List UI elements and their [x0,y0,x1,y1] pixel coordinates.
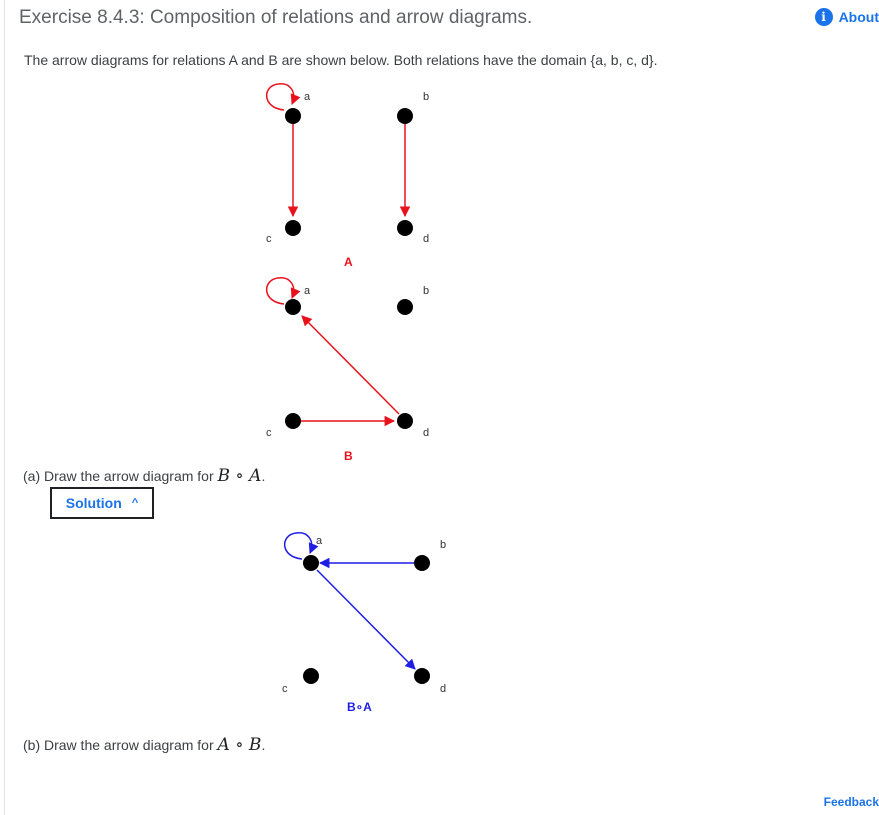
node-c [285,220,301,236]
node-a [303,555,319,571]
part-b-math: A ∘ B [217,735,262,755]
node-a [285,299,301,315]
part-a-text: (a) Draw the arrow diagram for [23,468,218,484]
node-d [397,413,413,429]
about-label: About [838,9,879,25]
node-b-label: b [440,539,447,551]
node-a-label: a [304,285,311,297]
arrow-a-to-a-loop [267,84,294,110]
part-b-prompt [23,735,265,755]
caption-b: B [344,449,353,463]
node-c [303,668,319,684]
node-d-label: d [423,233,430,245]
part-b-text: (b) Draw the arrow diagram for [23,737,218,753]
intro-text: The arrow diagrams for relations A and B are shown below. Both relations have the domain {a, b, c, d}. [24,52,658,68]
node-d [414,668,430,684]
node-b-label: b [423,91,430,103]
node-a-label: a [316,535,323,547]
solution-label: Solution [65,495,122,511]
node-b [397,299,413,315]
caption-composition: B∘A [347,700,372,714]
node-d-label: d [423,427,430,439]
node-a-label: a [304,91,311,103]
node-d-label: d [440,683,447,695]
part-a-prompt [23,466,265,486]
part-b-suffix: . [261,737,266,753]
part-a-math: B ∘ A [217,466,262,486]
node-d [397,220,413,236]
node-c-label: c [266,427,272,439]
node-a [285,108,301,124]
node-b [397,108,413,124]
page-title: Exercise 8.4.3: Composition of relations and arrow diagrams. [19,7,533,28]
node-b-label: b [423,285,430,297]
node-c-label: c [266,233,272,245]
arrow-a-to-a-loop [285,533,312,559]
feedback-link[interactable]: Feedback [823,795,879,809]
diagram-relation-a [266,84,429,269]
diagram-relation-b [266,278,429,463]
node-b [414,555,430,571]
part-a-suffix: . [261,468,266,484]
caption-a: A [344,255,353,269]
arrow-d-to-a [302,316,399,414]
chevron-up-icon: ^ [131,497,139,509]
info-icon: i [815,8,833,26]
solution-toggle-button[interactable] [50,487,154,519]
node-c [285,413,301,429]
node-c-label: c [282,683,288,695]
diagram-composition [282,533,446,714]
arrow-a-to-d [317,570,415,669]
